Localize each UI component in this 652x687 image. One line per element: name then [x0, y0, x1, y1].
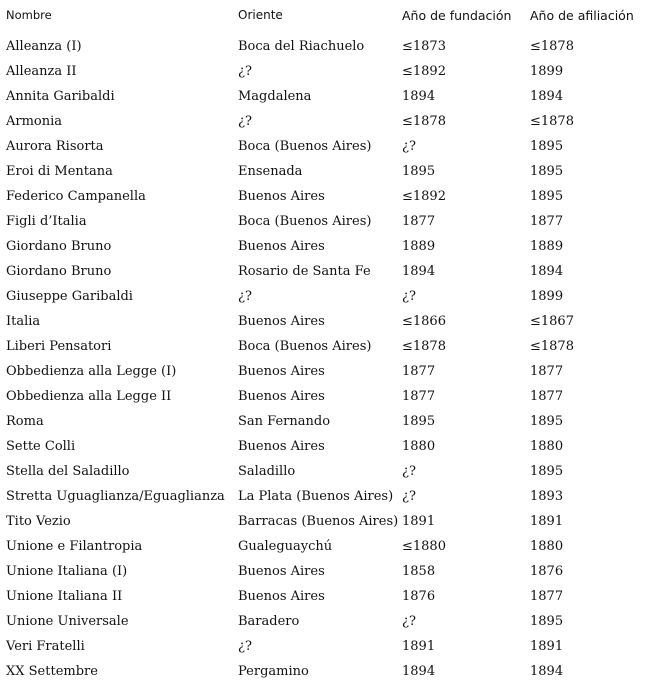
lodge-afiliacion-cell: 1895 — [530, 414, 564, 429]
table-row — [0, 559, 652, 584]
lodge-name-cell: Obbedienza alla Legge II — [6, 389, 172, 404]
lodge-oriente-cell: Boca (Buenos Aires) — [238, 214, 372, 229]
lodge-fundacion-cell: 1880 — [402, 439, 436, 454]
lodge-oriente-cell: Buenos Aires — [238, 239, 325, 254]
header-oriente: Oriente — [238, 8, 283, 22]
header-ano-afiliacion: Año de afiliación — [530, 8, 634, 23]
lodge-afiliacion-cell: 1895 — [530, 139, 564, 154]
table-row — [0, 309, 652, 334]
lodge-afiliacion-cell: 1895 — [530, 464, 564, 479]
lodge-oriente-cell: Buenos Aires — [238, 364, 325, 379]
table-row — [0, 34, 652, 59]
lodge-oriente-cell: ¿? — [238, 114, 252, 129]
lodge-fundacion-cell: 1876 — [402, 589, 436, 604]
table-row — [0, 59, 652, 84]
lodge-fundacion-cell: ¿? — [402, 289, 416, 304]
lodge-afiliacion-cell: 1877 — [530, 589, 564, 604]
lodge-name-cell: Unione Italiana II — [6, 589, 123, 604]
header-nombre: Nombre — [6, 8, 52, 22]
lodge-name-cell: Eroi di Mentana — [6, 164, 113, 179]
lodge-name-cell: Giuseppe Garibaldi — [6, 289, 133, 304]
lodge-name-cell: Federico Campanella — [6, 189, 146, 204]
lodge-oriente-cell: Magdalena — [238, 89, 312, 104]
lodge-afiliacion-cell: 1877 — [530, 389, 564, 404]
table-row — [0, 209, 652, 234]
lodge-afiliacion-cell: ≤1878 — [530, 39, 574, 54]
lodge-oriente-cell: Buenos Aires — [238, 564, 325, 579]
lodge-fundacion-cell: ≤1878 — [402, 339, 446, 354]
lodge-fundacion-cell: 1891 — [402, 514, 436, 529]
lodge-fundacion-cell: 1858 — [402, 564, 436, 579]
lodge-name-cell: Annita Garibaldi — [6, 89, 115, 104]
lodge-afiliacion-cell: 1880 — [530, 539, 564, 554]
lodge-afiliacion-cell: 1895 — [530, 614, 564, 629]
table-row — [0, 509, 652, 534]
lodge-afiliacion-cell: 1894 — [530, 664, 564, 679]
lodge-name-cell: Italia — [6, 314, 41, 329]
lodge-name-cell: Veri Fratelli — [6, 639, 85, 654]
lodge-table — [0, 4, 652, 684]
table-row — [0, 659, 652, 684]
lodge-oriente-cell: La Plata (Buenos Aires) — [238, 489, 394, 504]
table-row — [0, 459, 652, 484]
lodge-oriente-cell: San Fernando — [238, 414, 331, 429]
lodge-afiliacion-cell: 1894 — [530, 89, 564, 104]
lodge-afiliacion-cell: 1880 — [530, 439, 564, 454]
lodge-name-cell: Alleanza (I) — [6, 39, 82, 54]
lodge-name-cell: Giordano Bruno — [6, 264, 112, 279]
table-row — [0, 259, 652, 284]
lodge-oriente-cell: Buenos Aires — [238, 589, 325, 604]
lodge-oriente-cell: Ensenada — [238, 164, 303, 179]
lodge-oriente-cell: Boca del Riachuelo — [238, 39, 365, 54]
lodge-name-cell: Unione e Filantropia — [6, 539, 143, 554]
table-row — [0, 609, 652, 634]
table-row — [0, 584, 652, 609]
lodge-oriente-cell: Buenos Aires — [238, 189, 325, 204]
lodge-oriente-cell: Buenos Aires — [238, 314, 325, 329]
lodge-afiliacion-cell: 1891 — [530, 639, 564, 654]
lodge-afiliacion-cell: ≤1867 — [530, 314, 574, 329]
table-row — [0, 384, 652, 409]
lodge-fundacion-cell: ¿? — [402, 614, 416, 629]
lodge-name-cell: Stretta Uguaglianza/Eguaglianza — [6, 489, 225, 504]
lodge-oriente-cell: ¿? — [238, 64, 252, 79]
lodge-afiliacion-cell: 1876 — [530, 564, 564, 579]
lodge-afiliacion-cell: 1891 — [530, 514, 564, 529]
lodge-afiliacion-cell: 1893 — [530, 489, 564, 504]
lodge-fundacion-cell: ≤1878 — [402, 114, 446, 129]
lodge-name-cell: Sette Colli — [6, 439, 76, 454]
lodge-afiliacion-cell: ≤1878 — [530, 114, 574, 129]
lodge-afiliacion-cell: 1889 — [530, 239, 564, 254]
lodge-name-cell: Aurora Risorta — [6, 139, 104, 154]
lodge-fundacion-cell: ¿? — [402, 139, 416, 154]
lodge-fundacion-cell: 1895 — [402, 164, 436, 179]
table-row — [0, 434, 652, 459]
lodge-oriente-cell: Buenos Aires — [238, 439, 325, 454]
table-row — [0, 109, 652, 134]
lodge-oriente-cell: Pergamino — [238, 664, 309, 679]
lodge-name-cell: Giordano Bruno — [6, 239, 112, 254]
lodge-oriente-cell: Saladillo — [238, 464, 296, 479]
lodge-fundacion-cell: ¿? — [402, 489, 416, 504]
table-row — [0, 134, 652, 159]
lodge-fundacion-cell: 1891 — [402, 639, 436, 654]
lodge-fundacion-cell: ≤1880 — [402, 539, 446, 554]
lodge-fundacion-cell: 1894 — [402, 664, 436, 679]
lodge-oriente-cell: Rosario de Santa Fe — [238, 264, 371, 279]
lodge-name-cell: Armonia — [6, 114, 63, 129]
lodge-name-cell: Alleanza II — [6, 64, 77, 79]
lodge-oriente-cell: Baradero — [238, 614, 300, 629]
table-row — [0, 484, 652, 509]
lodge-oriente-cell: ¿? — [238, 289, 252, 304]
lodge-fundacion-cell: 1894 — [402, 89, 436, 104]
lodge-name-cell: Obbedienza alla Legge (I) — [6, 364, 177, 379]
lodge-oriente-cell: Barracas (Buenos Aires) — [238, 514, 398, 529]
lodge-afiliacion-cell: 1899 — [530, 64, 564, 79]
lodge-afiliacion-cell: 1877 — [530, 364, 564, 379]
lodge-afiliacion-cell: ≤1878 — [530, 339, 574, 354]
lodge-fundacion-cell: ≤1892 — [402, 189, 446, 204]
lodge-name-cell: Liberi Pensatori — [6, 339, 112, 354]
lodge-fundacion-cell: 1877 — [402, 389, 436, 404]
lodge-oriente-cell: Boca (Buenos Aires) — [238, 139, 372, 154]
lodge-fundacion-cell: ≤1873 — [402, 39, 446, 54]
lodge-name-cell: Tito Vezio — [6, 514, 71, 529]
table-row — [0, 159, 652, 184]
lodge-name-cell: Unione Universale — [6, 614, 129, 629]
lodge-afiliacion-cell: 1899 — [530, 289, 564, 304]
lodge-name-cell: Stella del Saladillo — [6, 464, 130, 479]
lodge-afiliacion-cell: 1894 — [530, 264, 564, 279]
lodge-name-cell: Roma — [6, 414, 44, 429]
table-row — [0, 409, 652, 434]
lodge-name-cell: Unione Italiana (I) — [6, 564, 128, 579]
table-row — [0, 84, 652, 109]
lodge-fundacion-cell: 1895 — [402, 414, 436, 429]
lodge-afiliacion-cell: 1877 — [530, 214, 564, 229]
lodge-oriente-cell: Boca (Buenos Aires) — [238, 339, 372, 354]
lodge-afiliacion-cell: 1895 — [530, 164, 564, 179]
table-row — [0, 534, 652, 559]
lodge-fundacion-cell: 1877 — [402, 214, 436, 229]
lodge-name-cell: XX Settembre — [6, 664, 98, 679]
lodge-afiliacion-cell: 1895 — [530, 189, 564, 204]
lodge-name-cell: Figli d’Italia — [6, 214, 87, 229]
lodge-oriente-cell: Gualeguaychú — [238, 539, 333, 554]
lodge-oriente-cell: Buenos Aires — [238, 389, 325, 404]
lodge-fundacion-cell: 1889 — [402, 239, 436, 254]
lodge-fundacion-cell: ¿? — [402, 464, 416, 479]
header-row — [0, 4, 652, 34]
table-row — [0, 234, 652, 259]
header-ano-fundacion: Año de fundación — [402, 8, 512, 23]
lodge-oriente-cell: ¿? — [238, 639, 252, 654]
table-row — [0, 334, 652, 359]
table-row — [0, 359, 652, 384]
lodge-fundacion-cell: 1894 — [402, 264, 436, 279]
table-row — [0, 284, 652, 309]
lodge-fundacion-cell: 1877 — [402, 364, 436, 379]
lodge-fundacion-cell: ≤1892 — [402, 64, 446, 79]
table-body — [0, 34, 652, 684]
table-row — [0, 184, 652, 209]
table-row — [0, 634, 652, 659]
lodge-fundacion-cell: ≤1866 — [402, 314, 446, 329]
